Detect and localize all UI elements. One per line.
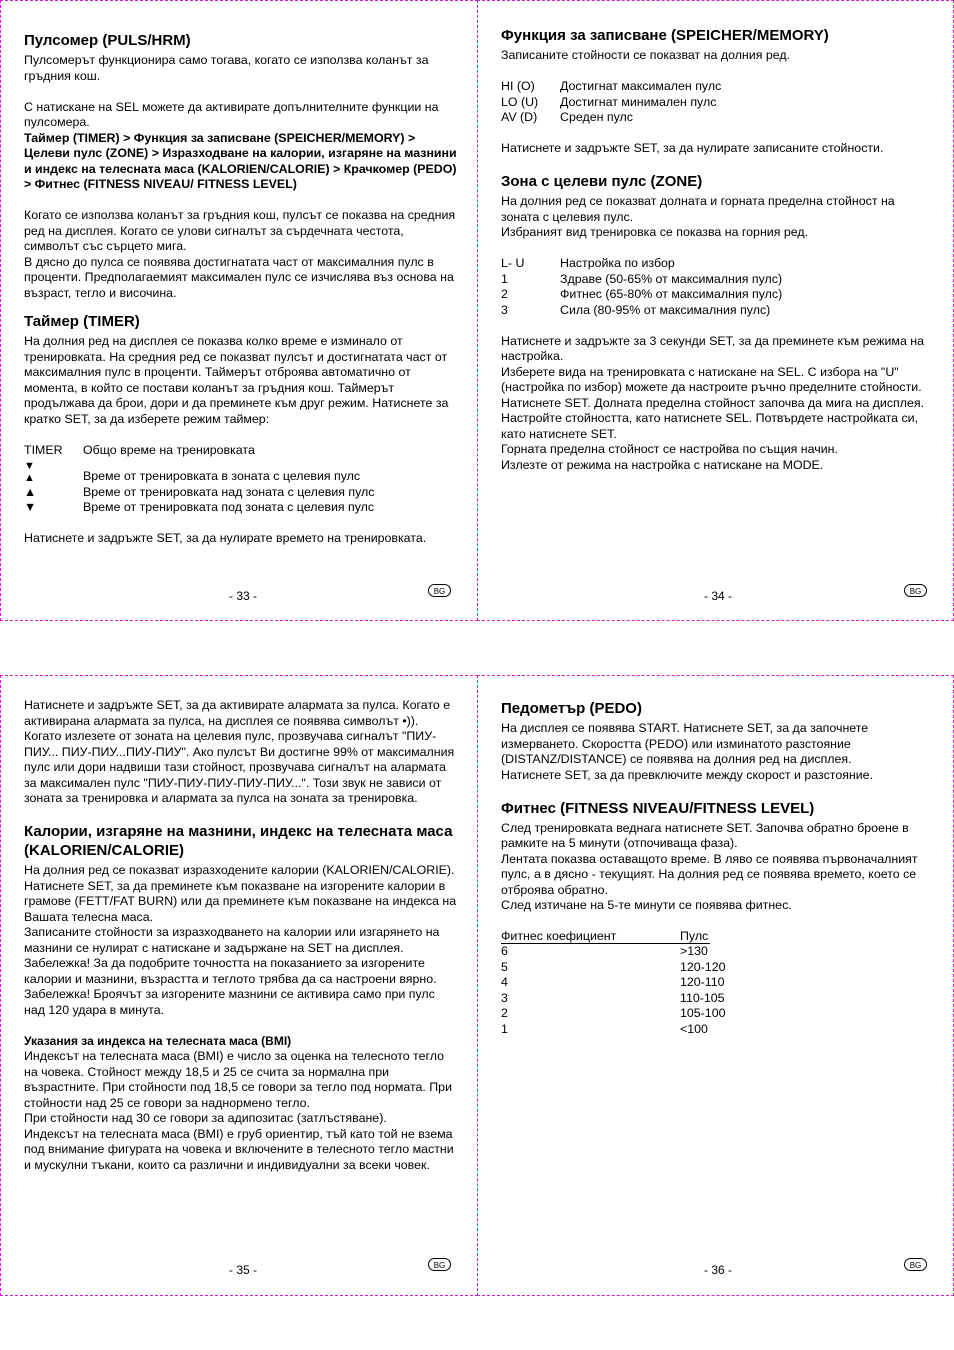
zone-text-1: На долния ред се показват долната и горната пределна стойност на зоната с целевия пулс. [501,194,895,224]
memory-reset-text: Натиснете и задръжте SET, за да нулирате записаните стойности. [501,141,884,155]
zone-row-key: 1 [501,271,508,286]
page-33 [0,0,478,621]
bmi-text-3: Индексът на телесната маса (BMI) е груб ориентир, тъй като той не взема под внимание фигурата на човека и включените в телесното тегло мастни и мускулни тъкани, които са различни и индивидуални за всеки човек. [24,1126,454,1172]
zone-row [501,287,935,303]
page-number: - 36 - [704,1263,733,1277]
page-35-content [24,698,459,1173]
section-title-puls: Пулсомер (PULS/HRM) [24,32,191,49]
timer-row-above-zone [24,485,459,501]
table-cell-coefficient: 3 [501,990,508,1005]
table-cell-coefficient: 4 [501,975,508,989]
table-row [501,975,935,991]
table-cell-pulse: <100 [680,1021,708,1036]
memory-row [501,79,935,95]
puls-para-4: В дясно до пулса се появява достигнатата част от максималния пулс в проценти. Предполагаемият максимален пулс се изчислява въз основа на възраст, тегло и височина. [24,254,454,300]
fitness-text-3: След изтичане на 5-те минути се появява фитнес. [501,898,792,912]
page-33-content [24,31,459,547]
language-badge: BG [904,1258,927,1271]
fitness-table-header [501,929,935,944]
zone-row-text: Фитнес (65-80% от максималния пулс) [560,287,783,301]
puls-para-3: Когато се използва коланът за гръдния кош, пулсът се показва на средния ред на дисплея. Когато се улови сигналът за сърдечната честота, символът със сърцето мига. [24,208,456,253]
zone-text-2: Избраният вид тренировка се показва на горния ред. [501,225,809,239]
table-cell-pulse: 120-110 [680,975,725,989]
fitness-table-header-pulse: Пулс [680,929,709,943]
zone-text-7: Излезте от режима на настройка с натискане на MODE. [501,457,824,472]
pedo-text-2: Натиснете SET, за да превключите между скорост и разстояние. [501,767,874,782]
page-34-content [501,26,935,473]
zone-text-6: Горната пределна стойност се настройва по същия начин. [501,442,838,456]
page-number: - 35 - [229,1263,258,1277]
table-cell-coefficient: 2 [501,1006,508,1020]
calories-text-1: На долния ред се показват изразходените калории (KALORIEN/CALORIE). Натиснете SET, за да преминете към показване на изгорените калории в грамове (FETT/FAT BURN) или да преминете към показване на индекса на Вашата телесна маса. [24,863,457,924]
memory-row-key: HI (O) [501,79,535,93]
timer-row-key-arrows-up-down: ▼ ▲ [24,460,35,484]
timer-reset-text: Натиснете и задръжте SET, за да нулирате времето на тренировката. [24,531,427,545]
page-36 [477,675,954,1296]
timer-row-total [24,443,459,459]
timer-row-below-zone [24,500,459,516]
zone-row [501,272,935,288]
memory-row [501,95,935,111]
calories-text-2: Записаните стойности за изразходването на калории или изгарянето на мазнини се нулират с натискане и задържане на SET на дисплея. [24,925,440,955]
fitness-text-1: След тренировката веднага натиснете SET. Започва обратно броене в рамките на 5 минути (отпочиваща фаза). [501,820,909,850]
timer-row-text: Общо време на тренировката [83,442,255,457]
table-cell-coefficient: 1 [501,1021,508,1036]
table-row [501,1022,935,1038]
zone-text-5: Натиснете SET. Долната пределна стойност започва да мига на дисплея. Настройте стойността, като натиснете SEL. Потвърдете настройката си, като натиснете SET. [501,395,925,441]
zone-row [501,303,935,319]
page-number: - 34 - [704,589,733,603]
memory-row-text: Достигнат минимален пулс [560,94,717,109]
calories-text-3: Забележка! За да подобрите точността на показанието за изгорените калории и мазнини, възрастта и теглото трябва да са настроени вярно. [24,956,437,986]
memory-row-key: LO (U) [501,94,539,109]
language-badge: BG [904,584,927,597]
zone-text-3: Натиснете и задръжте за 3 секунди SET, за да преминете към режима на настройка. [501,333,925,363]
zone-row-key: 2 [501,287,508,301]
puls-function-chain: Таймер (TIMER) > Функция за записване (SPEICHER/MEMORY) > Целеви пулс (ZONE) > Изразходване на калории, изгаряне на мазнини и индекс на телесната маса (KALORIEN/CALORIE) > Крачкомер (PEDO) > Фитнес (FITNESS NIVEAU/ FITNESS LEVEL) [24,130,457,191]
alarm-text: Натиснете и задръжте SET, за да активирате алармата за пулса. Когато е активирана алармата за пулса, на дисплея се появява символът •)). Когато излезете от зоната на целевия пулс, прозвучава сигналът "ПИУ-ПИУ... ПИУ-ПИУ...ПИУ-ПИУ". Ако пулсът Ви достигне 99% от максималния пулс или дори надвиши тази стойност, прозвучава сигналът на алармата за максимален пулс "ПИУ-ПИУ-ПИУ-ПИУ-ПИУ...". Този звук не зависи от зоната за тренировка и алармата за пулса на зоната за тренировка. [24,698,455,805]
table-cell-pulse: 120-120 [680,959,726,974]
timer-row-text: Време от тренировката над зоната с целевия пулс [83,484,375,499]
section-title-fitness: Фитнес (FITNESS NIVEAU/FITNESS LEVEL) [501,799,815,817]
fitness-text-2: Лентата показва оставащото време. В ляво се появява първоначалният пулс, а в дясно - текущият. На долния ред се появява времето, което се отброява обратно. [501,851,918,897]
zone-text-4: Изберете вида на тренировката с натискане на SEL. С избора на "U" (настройка по избор) можете да настроите ръчно пределните стойности. [501,364,922,394]
timer-text: На долния ред на дисплея се показва колко време е изминало от тренировката. На средния ред се показват пулсът и достигнатата част от максималния пулс в проценти. Таймерът отброява автоматично от момента, в който се постави коланът за гръдния кош. Таймерът продължава да брои, дори и да преминете към друг режим. Натиснете за кратко SET, за да изберете режим таймер: [24,334,449,426]
zone-row-text: Здраве (50-65% от максималния пулс) [560,271,783,286]
timer-row-key-arrow-up: ▲ [24,484,37,499]
zone-row [501,256,935,272]
zone-row-key: 3 [501,302,508,317]
table-cell-coefficient: 5 [501,959,508,974]
table-row [501,944,935,960]
calories-text-4: Забележка! Броячът за изгорените мазнини се активира само при пулс над 120 удара в минута. [24,987,435,1017]
memory-row-text: Достигнат максимален пулс [560,79,722,93]
table-cell-pulse: 110-105 [680,990,725,1005]
section-title-timer: Таймер (TIMER) [24,313,140,330]
bmi-text-1: Индексът на телесната маса (BMI) е число за оценка на телесното тегло на човека. Стойност между 18,5 и 25 се счита за нормална при възрастните. При стойности под 18,5 се говори за тегло под нормата. При стойности над 25 се говори за наднормено тегло. [24,1049,452,1110]
section-title-pedo: Педометър (PEDO) [501,700,642,717]
timer-row-text: Време от тренировката под зоната с целевия пулс [83,500,375,514]
puls-intro-2: С натискане на SEL можете да активирате допълнителните функции на пулсомера. [24,99,439,129]
table-row [501,960,935,976]
zone-row-key: L- U [501,256,525,270]
memory-text: Записаните стойности се показват на долния ред. [501,48,791,62]
fitness-table-header-coefficient: Фитнес коефициент [501,929,680,944]
section-title-calories: Калории, изгаряне на мазнини, индекс на телесната маса (KALORIEN/CALORIE) [24,823,453,859]
timer-row-in-zone [24,460,459,485]
memory-row-key: AV (D) [501,110,538,124]
page-number: - 33 - [229,589,258,603]
bmi-title: Указания за индекса на телесната маса (BMI) [24,1033,292,1048]
section-title-zone: Зона с целеви пулс (ZONE) [501,173,703,190]
timer-row-key-arrow-down: ▼ [24,500,37,514]
timer-row-text: Време от тренировката в зоната с целевия пулс [83,469,361,483]
language-badge: BG [428,584,451,597]
zone-row-text: Настройка по избор [560,256,675,270]
section-title-memory: Функция за записване (SPEICHER/MEMORY) [501,27,829,44]
bmi-text-2: При стойности над 30 се говори за адипозитас (затлъстяване). [24,1111,387,1125]
memory-row [501,110,935,126]
table-row [501,1006,935,1022]
table-cell-pulse: >130 [680,944,708,958]
page-34 [477,0,954,621]
language-badge: BG [428,1258,451,1271]
table-cell-coefficient: 6 [501,944,508,958]
timer-row-key: TIMER [24,442,63,457]
page-35 [0,675,478,1296]
table-row [501,991,935,1007]
memory-row-text: Среден пулс [560,110,633,124]
pedo-text-1: На дисплея се появява START. Натиснете SET, за да започнете измерването. Скоростта (PEDO) или изминатото разстояние (DISTANZ/DISTANCE) се появява на долния ред на дисплея. [501,721,869,766]
table-cell-pulse: 105-100 [680,1006,726,1020]
page-36-content [501,699,935,1037]
zone-row-text: Сила (80-95% от максималния пулс) [560,302,771,317]
puls-intro-1: Пулсомерът функционира само тогава, когато се използва коланът за гръдния кош. [24,53,429,83]
